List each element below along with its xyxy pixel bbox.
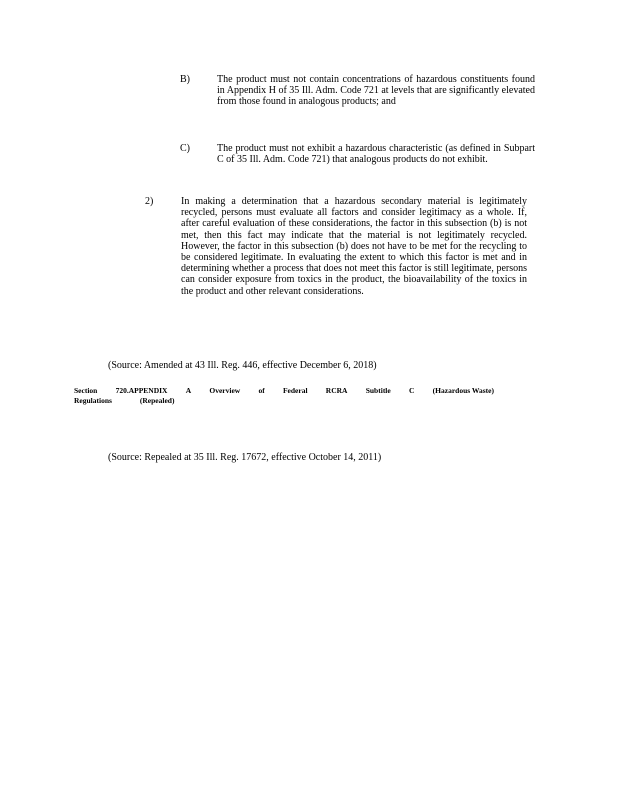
item-c-label: C) bbox=[180, 143, 190, 154]
heading-regulations: Regulations bbox=[74, 396, 112, 405]
section-word: Section bbox=[74, 386, 98, 395]
heading-of: of bbox=[258, 386, 265, 395]
section-number: 720.APPENDIX bbox=[115, 386, 168, 395]
heading-subtitle: Subtitle bbox=[365, 386, 391, 395]
item-b-label: B) bbox=[180, 74, 190, 85]
item-b-text: The product must not contain concentrations of hazardous constituents found in Appendix H of 35 Ill. Adm. Code 721 at levels that are significantly elevated from those found in analogous products; and bbox=[217, 74, 535, 108]
heading-repealed: (Repealed) bbox=[139, 396, 175, 405]
item-2-text: In making a determination that a hazardous secondary material is legitimately recycled, persons must evaluate all factors and consider legitimacy as a whole. If, after careful evaluation of these considerations, the factor in this subsection (b) is not met, then this fact may indicate that the material is not legitimately recycled. However, the factor in this subsection (b) does not have to be met for the recycling to be considered legitimate. In evaluating the extent to which this factor is met and in determining whether a process that does not meet this factor is still legitimate, persons can consider exposure from toxics in the product, the bioavailability of the toxics in the product and other relevant considerations. bbox=[181, 196, 527, 297]
appendix-letter: A bbox=[185, 386, 192, 395]
source-note-amended: (Source: Amended at 43 Ill. Reg. 446, effective December 6, 2018) bbox=[108, 360, 377, 371]
heading-hazardous-waste: (Hazardous Waste) bbox=[432, 386, 494, 395]
heading-overview: Overview bbox=[209, 386, 241, 395]
item-2-label: 2) bbox=[145, 196, 154, 207]
source-note-repealed: (Source: Repealed at 35 Ill. Reg. 17672, effective October 14, 2011) bbox=[108, 452, 382, 463]
section-heading bbox=[74, 386, 494, 406]
item-c-text: The product must not exhibit a hazardous characteristic (as defined in Subpart C of 35 Ill. Adm. Code 721) that analogous products do not exhibit. bbox=[217, 143, 535, 166]
heading-federal: Federal bbox=[282, 386, 308, 395]
heading-c: C bbox=[408, 386, 415, 395]
heading-rcra: RCRA bbox=[325, 386, 348, 395]
